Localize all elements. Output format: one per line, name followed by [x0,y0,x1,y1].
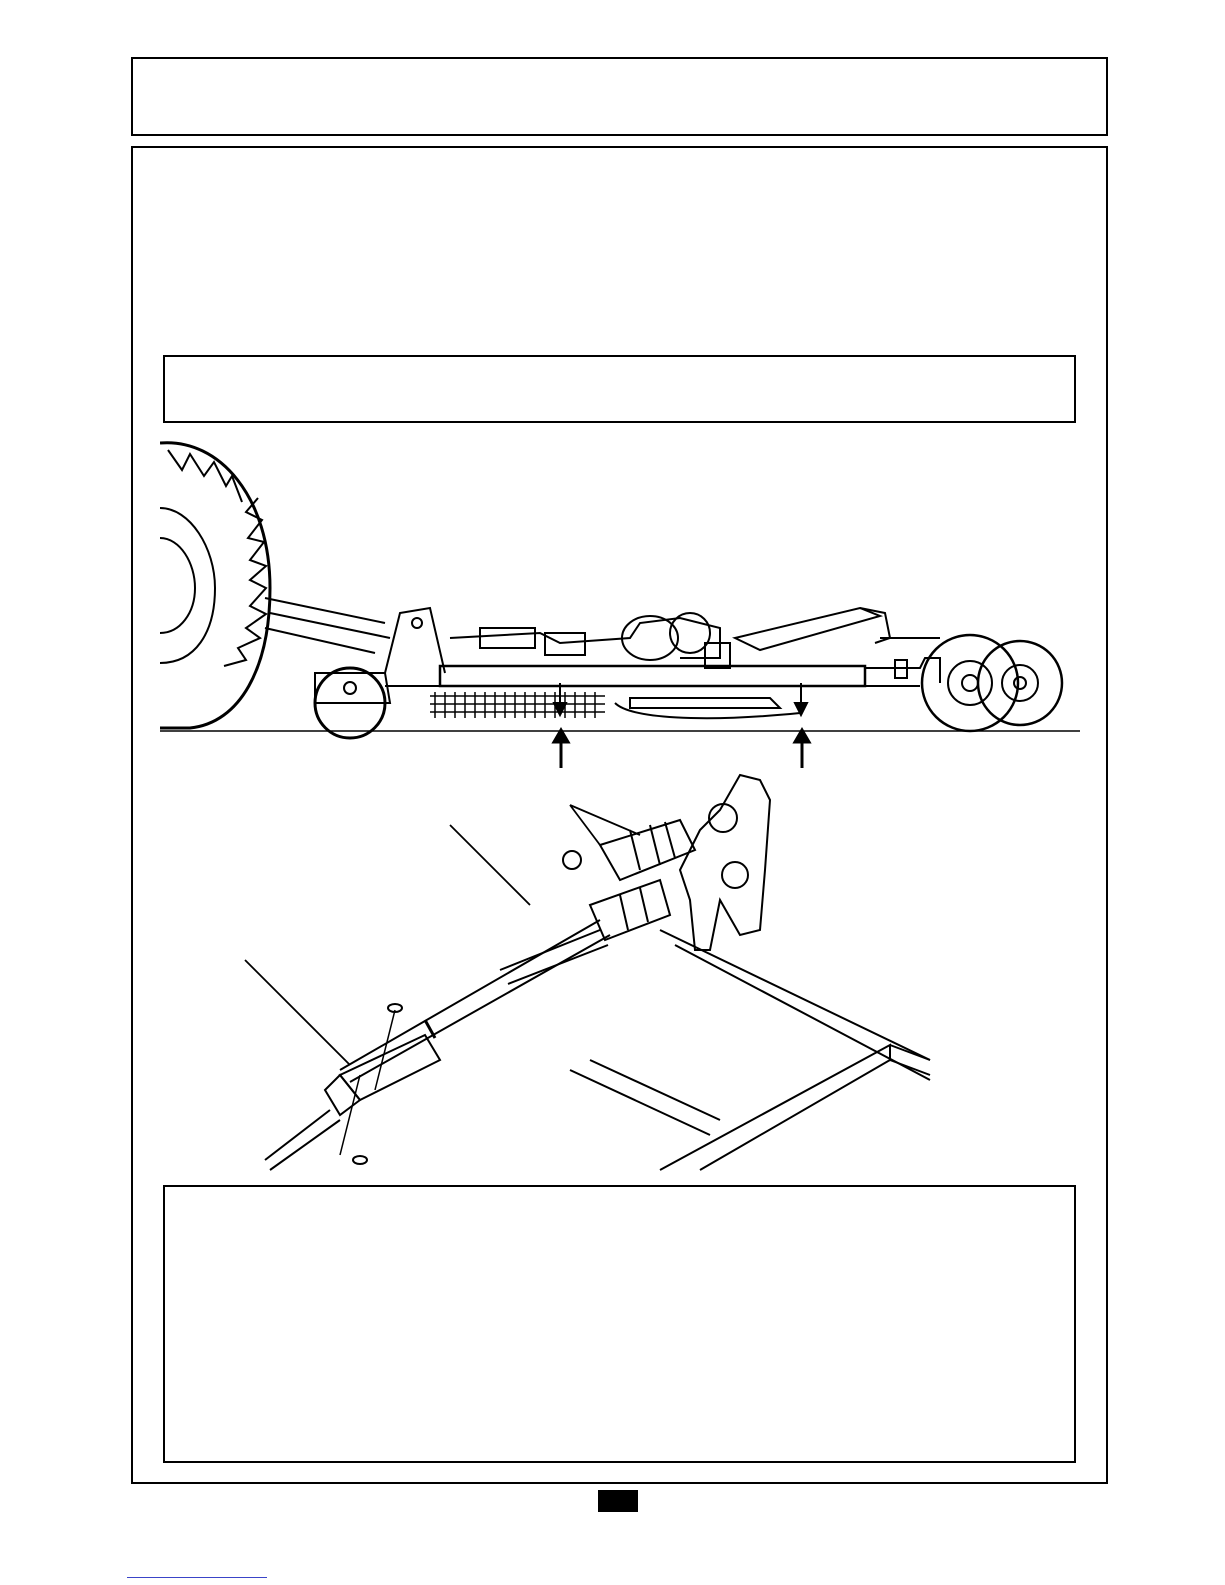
driveline-shaft-detail-illustration [240,770,940,1180]
up-arrow-icon [795,730,809,768]
header-box [131,57,1108,136]
caption-box [163,355,1076,423]
mower-side-view-illustration [160,438,1080,768]
page-number-badge [598,1490,638,1512]
footer-link-underline[interactable] [127,1577,267,1578]
notes-box [163,1185,1076,1463]
up-arrow-icon [554,730,568,768]
